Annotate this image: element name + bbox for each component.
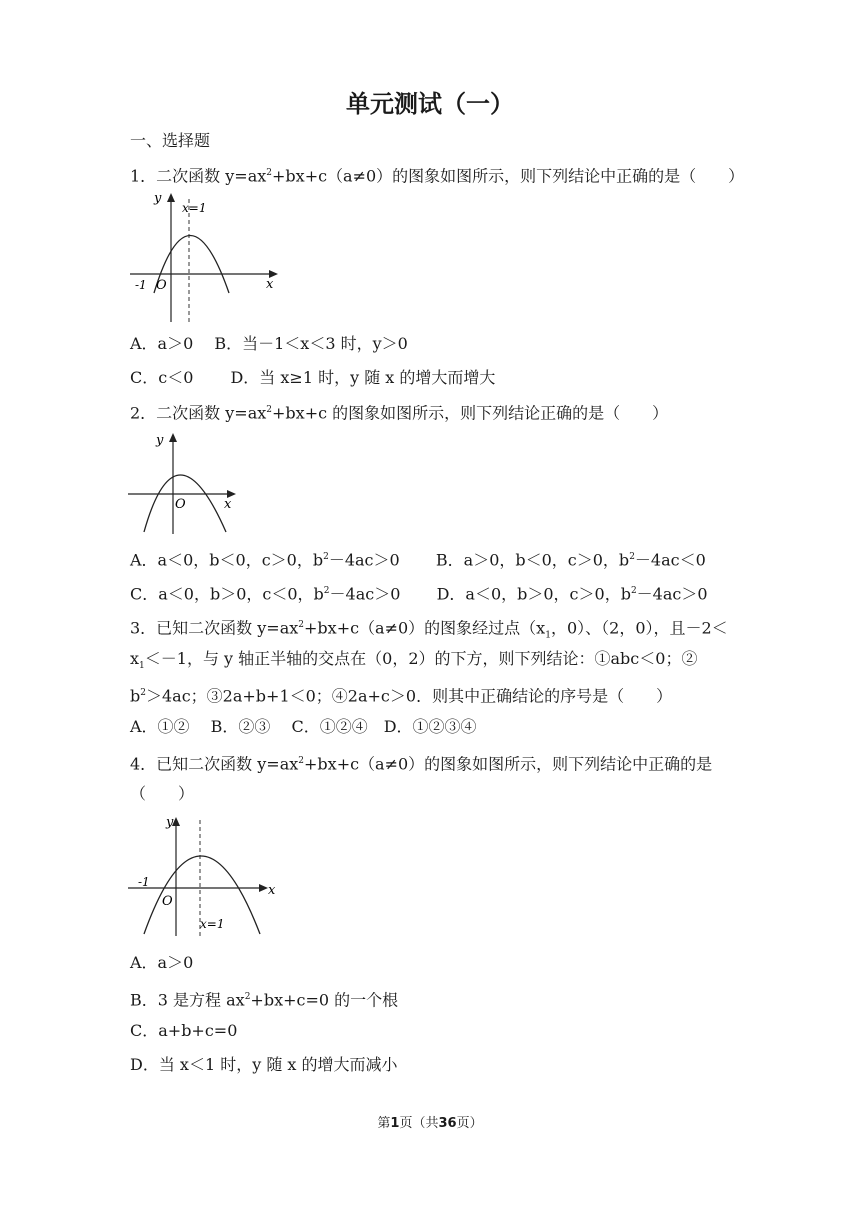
question-2-options-cd: C．a＜0，b＞0，c＜0，$b^2-4ac>0$ D．a＜0，b＞0，c＞0，$b^2-4ac>0$ (130, 584, 708, 604)
x-axis-label: x (268, 883, 276, 898)
question-4-option-b: B．3 是方程 $ax^2+bx+c=0$ 的一个根 (130, 990, 399, 1010)
question-3-line-3: $b^2>4ac$；③2a+b+1＜0；④2a+c＞0．则其中正确结论的序号是（ ） (130, 686, 673, 706)
question-2-options-ab: A．a＜0，b＜0，c＞0，$b^2-4ac>0$ B．a＞0，b＜0，c＞0，$b^2-4ac<0$ (130, 550, 706, 570)
question-2-figure (126, 428, 246, 542)
question-4-paren: （ ） (130, 784, 195, 803)
root-label: -1 (135, 278, 147, 292)
y-axis-label: y (154, 191, 162, 206)
x-axis-label: x (266, 277, 274, 292)
root-label: -1 (138, 875, 150, 889)
question-1-options-cd: C．c＜0 D．当 x≥1 时，y 随 x 的增大而增大 (130, 368, 496, 387)
question-4-stem: 4．已知二次函数 $y=ax^2+bx+c(a\ne 0)$的图象如图所示，则下列结论中正确的是 (130, 754, 713, 774)
y-axis-label: y (156, 433, 164, 448)
symmetry-axis-label: x=1 (182, 201, 207, 215)
question-1-figure (126, 188, 286, 330)
question-1-stem: 1．二次函数 $y=ax^2+bx+c(a\ne 0)$的图象如图所示，则下列结论中正确的是（ ） (130, 166, 745, 186)
page-title: 单元测试（一） (346, 90, 514, 118)
section-heading: 一、选择题 (130, 131, 211, 150)
question-4-option-a: A．a＞0 (130, 953, 194, 972)
origin-label: O (156, 278, 167, 293)
page-footer: 第1页（共36页） (377, 1116, 483, 1131)
question-3-line-2: $x_1<-1$，与 y 轴正半轴的交点在（0，2）的下方，则下列结论：①abc＜0；② (130, 649, 698, 672)
question-1-options-ab: A．a＞0 B．当－1＜x＜3 时，y＞0 (130, 334, 408, 353)
question-4-option-c: C．a+b+c=0 (130, 1021, 238, 1040)
y-axis-label: y (166, 815, 174, 830)
question-3-options: A．①② B．②③ C．①②④ D．①②③④ (130, 717, 477, 736)
question-2-stem: 2．二次函数 $y=ax^2+bx+c$ 的图象如图所示，则下列结论正确的是（ ） (130, 403, 669, 423)
origin-label: O (175, 497, 186, 512)
question-3-line-1: 3．已知二次函数 $y=ax^2+bx+c(a\ne 0)$的图象经过点（$x_1$，0）、（2，0），且－2＜ (130, 618, 728, 641)
symmetry-axis-label: x=1 (200, 917, 225, 931)
origin-label: O (162, 894, 173, 909)
question-4-option-d: D．当 x＜1 时，y 随 x 的增大而减小 (130, 1055, 398, 1074)
x-axis-label: x (224, 497, 232, 512)
question-4-figure (126, 812, 286, 944)
